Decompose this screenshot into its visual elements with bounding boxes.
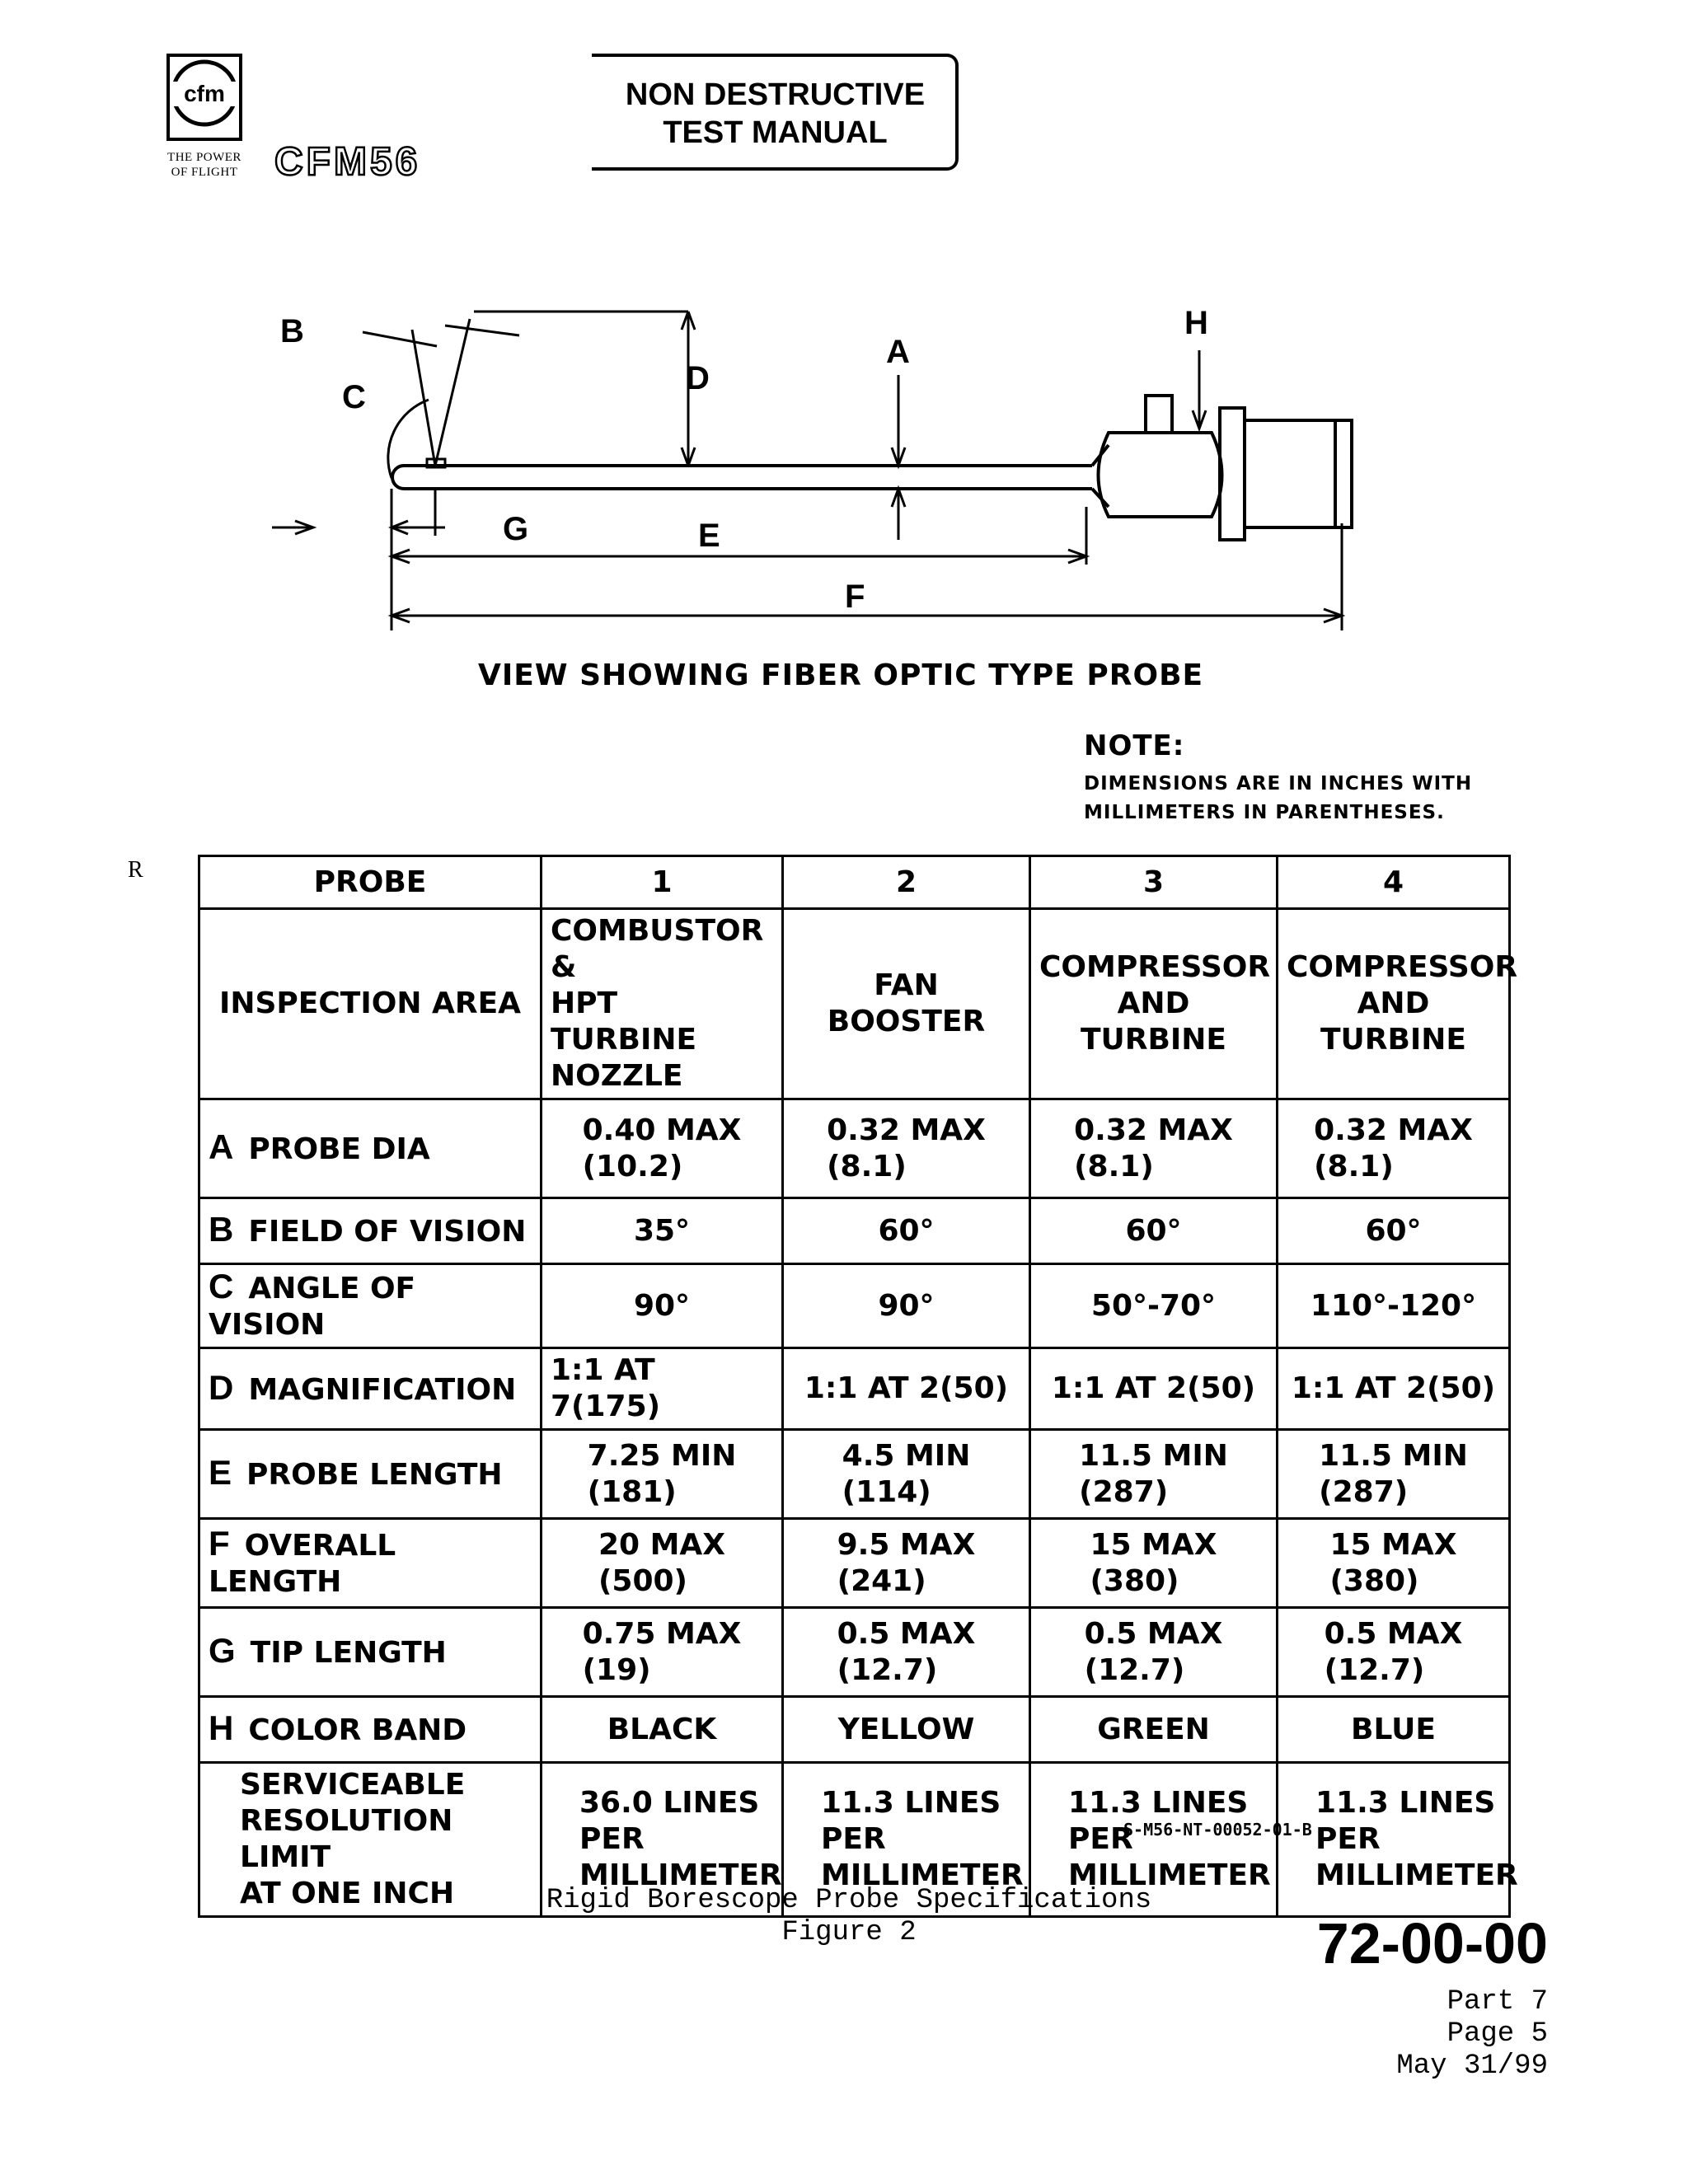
cell-value [1097, 1712, 1210, 1748]
row-label-resolution: SERVICEABLE RESOLUTION LIMIT AT ONE INCH [199, 1763, 542, 1917]
header-probe-2: 2 [783, 856, 1030, 909]
table-row-e [199, 1430, 1510, 1519]
cell-value [1074, 1113, 1233, 1185]
tagline-line-2: OF FLIGHT [171, 166, 238, 179]
cell-resolution-2: 11.3 LINES PER MILLIMETER [783, 1763, 1030, 1917]
cell-line: (12.7) [1324, 1652, 1425, 1687]
cell-resolution-1: 36.0 LINES PER MILLIMETER [542, 1763, 783, 1917]
row-label-d [199, 1348, 542, 1430]
row-label-text: MAGNIFICATION [248, 1372, 517, 1407]
cell-value [842, 1438, 971, 1511]
page-number: Page 5 [1447, 2018, 1548, 2050]
cell-line: (181) [587, 1474, 677, 1509]
cell-value [1365, 1213, 1421, 1249]
label-c: C [342, 379, 366, 415]
row-letter: C [209, 1267, 234, 1305]
label-e: E [698, 518, 720, 554]
table-row-g [199, 1608, 1510, 1697]
cell-inspection-area-3: COMPRESSOR AND TURBINE [1030, 909, 1278, 1099]
header-probe-3: 3 [1030, 856, 1278, 909]
label-d: D [686, 360, 710, 396]
probe-diagram [272, 293, 1393, 672]
cell-value [804, 1371, 1008, 1407]
cell-c-4 [1278, 1264, 1510, 1348]
dimension-e [392, 550, 1086, 563]
cell-value [1329, 1527, 1456, 1600]
cell-line: 1:1 AT 2(50) [1051, 1371, 1256, 1405]
table-row-d [199, 1348, 1510, 1430]
cell-value [878, 1213, 934, 1249]
cell-value [1090, 1527, 1217, 1600]
diagram-caption: VIEW SHOWING FIBER OPTIC TYPE PROBE [478, 658, 1204, 692]
cell-line: 7.25 MIN [587, 1438, 737, 1473]
cell-line: 0.5 MAX [837, 1616, 976, 1651]
cell-line: 60° [878, 1213, 935, 1248]
cell-value [1052, 1371, 1255, 1407]
cell-line: BLACK [607, 1712, 717, 1746]
row-label-text: ANGLE OF VISION [209, 1272, 416, 1342]
table-row-a [199, 1099, 1510, 1198]
cell-line: (12.7) [837, 1652, 938, 1687]
table-row-b [199, 1198, 1510, 1264]
cell-value [837, 1616, 976, 1689]
row-label-a [199, 1099, 542, 1198]
engine-logo-text: CFM56 [274, 140, 421, 184]
cell-line: 90° [633, 1288, 691, 1323]
cell-line: 0.40 MAX [582, 1113, 742, 1147]
cell-a-2 [783, 1099, 1030, 1198]
cell-value [1085, 1616, 1223, 1689]
cell-line: (287) [1319, 1474, 1409, 1509]
figure-number: Figure 2 [781, 1917, 917, 1948]
cell-resolution-4: 11.3 LINES PER MILLIMETER [1278, 1763, 1510, 1917]
row-letter: E [209, 1453, 232, 1492]
cell-line: 20 MAX [598, 1527, 726, 1562]
cell-line: GREEN [1097, 1712, 1210, 1746]
cell-c-1 [542, 1264, 783, 1348]
cell-a-4 [1278, 1099, 1510, 1198]
cell-inspection-area-1: COMBUSTOR & HPT TURBINE NOZZLE [542, 909, 783, 1099]
dimension-f [392, 523, 1342, 630]
cell-g-2 [783, 1608, 1030, 1697]
part-number: Part 7 [1447, 1986, 1548, 2018]
cell-a-3 [1030, 1099, 1278, 1198]
table-row-c [199, 1264, 1510, 1348]
cell-e-1 [542, 1430, 783, 1519]
drawing-id: S-M56-NT-00052-01-B [1123, 1820, 1312, 1840]
dimension-a [892, 375, 905, 540]
ata-chapter: 72-00-00 [1316, 1911, 1548, 1975]
field-of-vision-lines [363, 319, 519, 466]
cell-value [583, 1616, 742, 1689]
row-letter: G [209, 1631, 236, 1670]
cell-f-1 [542, 1519, 783, 1608]
cell-value [1319, 1438, 1468, 1511]
cell-line: (8.1) [1074, 1149, 1154, 1183]
label-h: H [1184, 305, 1208, 341]
cell-value [827, 1113, 986, 1185]
note-line-1: DIMENSIONS ARE IN INCHES WITH [1084, 773, 1473, 794]
probe-port [1146, 396, 1172, 433]
row-label-g [199, 1608, 542, 1697]
row-label-e [199, 1430, 542, 1519]
cell-b-3 [1030, 1198, 1278, 1264]
cell-h-3 [1030, 1697, 1278, 1763]
label-b: B [280, 313, 304, 349]
probe-tip [392, 466, 404, 489]
cell-line: 35° [633, 1213, 691, 1248]
cell-line: 4.5 MIN [842, 1438, 971, 1473]
cell-value [838, 1712, 975, 1748]
row-label-b [199, 1198, 542, 1264]
cell-line: (500) [598, 1563, 688, 1598]
header-probe: PROBE [199, 856, 542, 909]
dimension-h [1193, 350, 1206, 429]
extension-lines [392, 489, 1086, 630]
cell-d-4 [1278, 1348, 1510, 1430]
row-letter: A [209, 1127, 234, 1166]
cell-line: (380) [1329, 1563, 1419, 1598]
cell-b-1 [542, 1198, 783, 1264]
cell-line: 0.32 MAX [827, 1113, 986, 1147]
cell-h-1 [542, 1697, 783, 1763]
cell-line: 11.5 MIN [1079, 1438, 1228, 1473]
cell-line: (241) [837, 1563, 926, 1598]
cell-line: 50°-70° [1090, 1288, 1217, 1323]
cell-f-3 [1030, 1519, 1278, 1608]
cell-line: 0.32 MAX [1314, 1113, 1473, 1147]
cell-value [1314, 1113, 1473, 1185]
row-label-text: OVERALL LENGTH [209, 1529, 396, 1599]
cell-h-2 [783, 1697, 1030, 1763]
cell-c-2 [783, 1264, 1030, 1348]
figure-title: Rigid Borescope Probe Specifications [546, 1885, 1152, 1916]
cell-e-3 [1030, 1430, 1278, 1519]
cell-d-2 [783, 1348, 1030, 1430]
cell-line: 11.5 MIN [1319, 1438, 1468, 1473]
cell-value [583, 1113, 742, 1185]
cell-line: (287) [1079, 1474, 1169, 1509]
cfm-logo [163, 52, 246, 144]
row-label-text: COLOR BAND [248, 1713, 467, 1747]
cell-value [1325, 1616, 1463, 1689]
dimension-g [272, 521, 445, 534]
cell-line: 15 MAX [1090, 1527, 1217, 1562]
label-a: A [886, 334, 910, 370]
cell-line: 1:1 AT 7(175) [551, 1353, 661, 1423]
row-label-text: FIELD OF VISION [248, 1215, 527, 1249]
cell-line: (8.1) [1314, 1149, 1394, 1183]
cell-line: (10.2) [582, 1149, 683, 1183]
row-label-c [199, 1264, 542, 1348]
probe-body [1099, 433, 1222, 517]
cell-value [551, 1352, 773, 1425]
revision-date: May 31/99 [1396, 2050, 1548, 2082]
cell-line: (114) [842, 1474, 931, 1509]
row-label-text: TIP LENGTH [250, 1636, 447, 1670]
cell-value [634, 1288, 690, 1324]
label-g: G [503, 511, 529, 547]
table-header-row [199, 856, 1510, 909]
cell-line: 0.75 MAX [582, 1616, 742, 1651]
cell-line: YELLOW [837, 1712, 975, 1746]
manual-title-line-1: NON DESTRUCTIVE [625, 77, 926, 112]
cell-d-1 [542, 1348, 783, 1430]
cell-value [1125, 1213, 1181, 1249]
manual-title [592, 76, 959, 152]
cell-value [1311, 1288, 1476, 1324]
manual-title-line-2: TEST MANUAL [663, 115, 888, 150]
table-row-f [199, 1519, 1510, 1608]
cell-f-4 [1278, 1519, 1510, 1608]
cell-line: (19) [582, 1652, 651, 1687]
table-row-inspection-area [199, 909, 1510, 1099]
row-label-text: PROBE LENGTH [246, 1458, 503, 1492]
cell-line: 0.5 MAX [1324, 1616, 1463, 1651]
cell-d-3 [1030, 1348, 1278, 1430]
table-row-h [199, 1697, 1510, 1763]
cell-b-4 [1278, 1198, 1510, 1264]
cell-line: BLUE [1351, 1712, 1436, 1746]
cell-b-2 [783, 1198, 1030, 1264]
probe-tube [404, 466, 1092, 489]
cell-line: (8.1) [827, 1149, 907, 1183]
cell-line: 1:1 AT 2(50) [1291, 1371, 1496, 1405]
cell-line: 9.5 MAX [837, 1527, 976, 1562]
cell-value [1079, 1438, 1228, 1511]
cell-c-3 [1030, 1264, 1278, 1348]
cell-line: 1:1 AT 2(50) [804, 1371, 1009, 1405]
row-label-h [199, 1697, 542, 1763]
revision-mark: R [128, 857, 143, 883]
row-letter: D [209, 1367, 234, 1407]
cell-resolution-3: 11.3 LINES PER MILLIMETER [1030, 1763, 1278, 1917]
cell-g-1 [542, 1608, 783, 1697]
header-probe-4: 4 [1278, 856, 1510, 909]
cell-h-4 [1278, 1697, 1510, 1763]
cell-value [634, 1213, 690, 1249]
cell-value [1351, 1712, 1436, 1748]
cell-value [878, 1288, 934, 1324]
cell-line: 60° [1365, 1213, 1422, 1248]
cell-value [1091, 1288, 1216, 1324]
cell-value [607, 1712, 717, 1748]
cell-line: 90° [878, 1288, 935, 1323]
cell-f-2 [783, 1519, 1030, 1608]
row-label-inspection-area: INSPECTION AREA [199, 909, 542, 1099]
cell-line: 15 MAX [1329, 1527, 1457, 1562]
cell-e-4 [1278, 1430, 1510, 1519]
cell-e-2 [783, 1430, 1030, 1519]
cell-g-4 [1278, 1608, 1510, 1697]
row-letter: H [209, 1708, 234, 1747]
cell-line: 0.32 MAX [1074, 1113, 1233, 1147]
row-letter: B [209, 1210, 234, 1249]
tagline-line-1: THE POWER [167, 151, 241, 164]
cell-line: (380) [1090, 1563, 1179, 1598]
header-probe-1: 1 [542, 856, 783, 909]
cell-line: 60° [1125, 1213, 1182, 1248]
cell-inspection-area-2: FAN BOOSTER [783, 909, 1030, 1099]
cell-a-1 [542, 1099, 783, 1198]
label-f: F [845, 579, 865, 615]
note-title: NOTE: [1084, 729, 1185, 762]
cell-line: (12.7) [1084, 1652, 1185, 1687]
cell-value [588, 1438, 737, 1511]
row-letter: F [209, 1524, 230, 1563]
cell-value [1292, 1371, 1495, 1407]
cell-line: 110°-120° [1310, 1288, 1477, 1323]
logo-text: cfm [184, 81, 225, 106]
probe-spec-table [198, 855, 1518, 1918]
row-label-f [199, 1519, 542, 1608]
note-line-2: MILLIMETERS IN PARENTHESES. [1084, 802, 1445, 823]
row-label-text: PROBE DIA [248, 1132, 430, 1166]
cell-value [598, 1527, 725, 1600]
cell-line: 0.5 MAX [1084, 1616, 1223, 1651]
cell-value [837, 1527, 976, 1600]
cell-g-3 [1030, 1608, 1278, 1697]
cell-inspection-area-4: COMPRESSOR AND TURBINE [1278, 909, 1510, 1099]
cfm56-logo [274, 138, 489, 188]
spec-rows [199, 1099, 1510, 1763]
